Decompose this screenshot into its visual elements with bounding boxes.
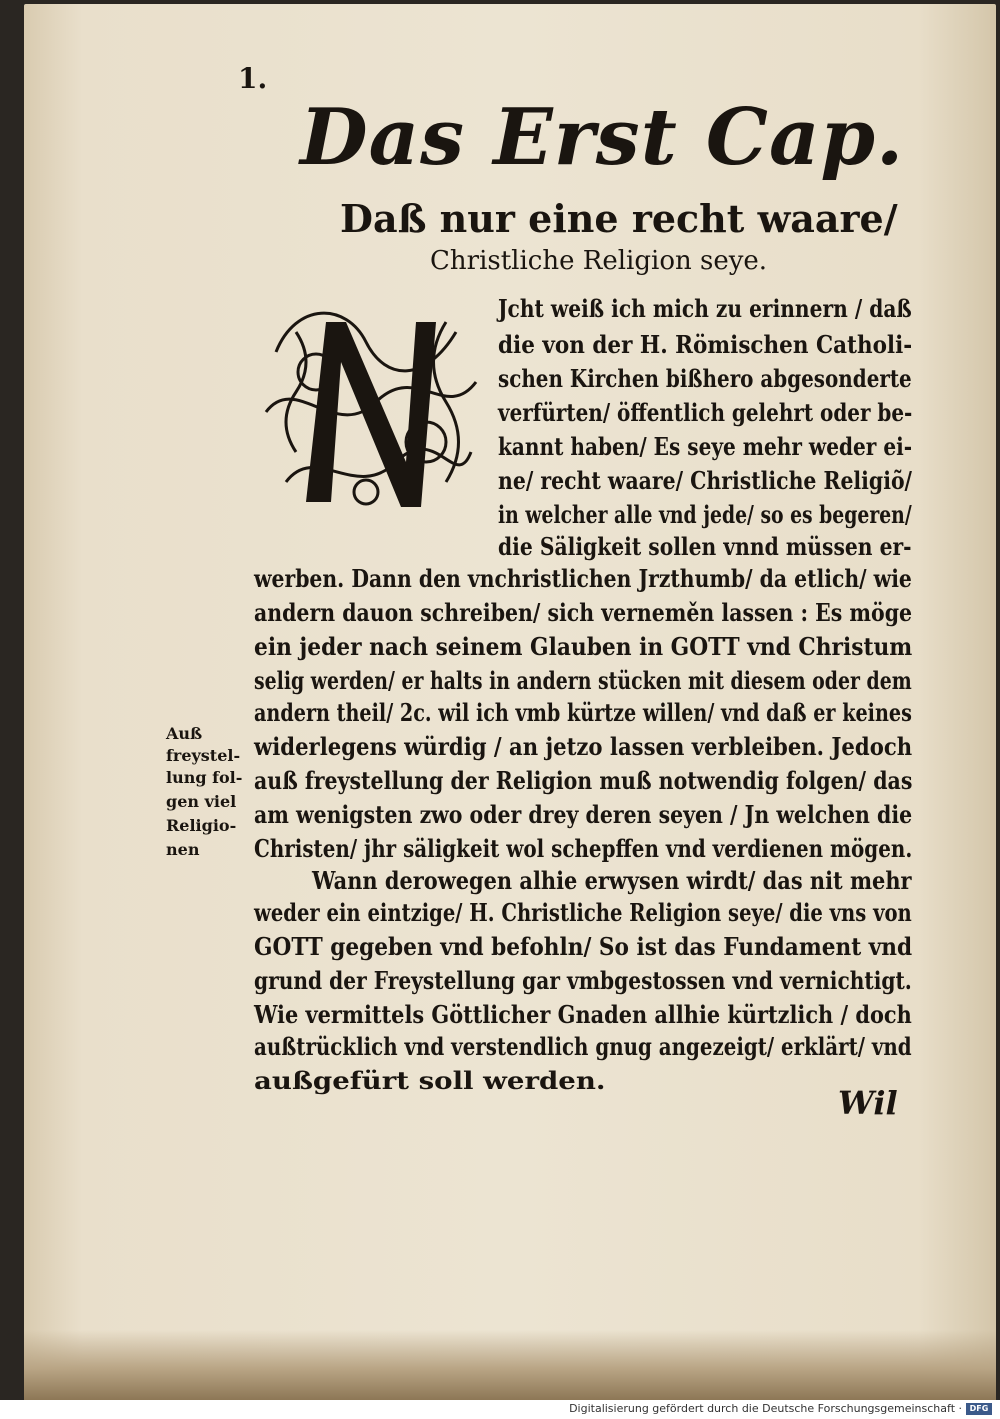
body-line: andern dauon schreiben/ sich verneměn lassen : Es möge — [254, 598, 913, 627]
body-line: GOTT gegeben vnd befohln/ So ist das Fundament vnd — [254, 932, 913, 961]
body-line: schen Kirchen bißhero abgesonderte — [498, 364, 912, 393]
body-line: in welcher alle vnd jede/ so es begeren/ — [498, 500, 912, 529]
body-line: außgefürt soll werden. — [254, 1066, 606, 1095]
chapter-subtitle-line-1: Daß nur eine recht waare/ — [340, 196, 898, 241]
body-line: ne/ recht waare/ Christliche Religiõ/ — [498, 466, 913, 495]
body-line: die von der H. Römischen Catholi- — [498, 330, 913, 359]
body-line: ein jeder nach seinem Glauben in GOTT vnd Christum — [254, 632, 913, 661]
margin-note-line: gen viel — [166, 792, 237, 811]
dfg-logo-icon: DFG — [966, 1403, 992, 1415]
margin-note-line: Auß — [166, 724, 203, 743]
body-line: außtrücklich vnd verstendlich gnug angezeigt/ erklärt/ vnd — [254, 1032, 912, 1061]
initial-letter: N — [256, 292, 257, 293]
body-line: kannt haben/ Es seye mehr weder ei- — [498, 432, 913, 461]
page-worn-edge — [24, 1330, 996, 1400]
body-line: Wann derowegen alhie erwysen wirdt/ das nit mehr — [312, 866, 912, 895]
margin-note-line: Religio- — [166, 816, 237, 835]
body-line: die Säligkeit sollen vnnd müssen er- — [498, 532, 912, 561]
body-line: verfürten/ öffentlich gelehrt oder be- — [498, 398, 913, 427]
body-line: selig werden/ er halts in andern stücken mit diesem oder dem — [254, 666, 912, 695]
body-line: Wie vermittels Göttlicher Gnaden allhie kürtzlich / doch — [254, 1000, 912, 1029]
decorated-initial-icon — [256, 292, 488, 522]
body-line: werben. Dann den vnchristlichen Jrzthumb/ da etlich/ wie — [254, 564, 912, 593]
page-number: 1. — [238, 62, 268, 95]
footer-bar — [0, 1400, 1000, 1419]
margin-note-line: lung fol- — [166, 768, 243, 787]
funding-credit: Digitalisierung gefördert durch die Deutsche Forschungsgemeinschaft · — [569, 1402, 962, 1415]
body-line: grund der Freystellung gar vmbgestossen vnd vernichtigt. — [254, 966, 912, 995]
body-line: Christen/ jhr säligkeit wol schepffen vnd verdienen mögen. — [254, 834, 913, 863]
margin-note-line: nen — [166, 840, 200, 859]
body-line: widerlegens würdig / an jetzo lassen verbleiben. Jedoch — [254, 732, 913, 761]
body-line: auß freystellung der Religion muß notwendig folgen/ das — [254, 766, 913, 795]
catchword: Wil — [838, 1084, 898, 1122]
chapter-subtitle-line-2: Christliche Religion seye. — [430, 246, 768, 276]
margin-note-line: freystel- — [166, 746, 241, 765]
body-line: am wenigsten zwo oder drey deren seyen / Jn welchen die — [254, 800, 913, 829]
chapter-title: Das Erst Cap. — [300, 92, 905, 183]
body-line: Jcht weiß ich mich zu erinnern / daß — [498, 294, 912, 323]
body-line: weder ein eintzige/ H. Christliche Religion seye/ die vns von — [254, 898, 912, 927]
body-line: andern theil/ 2c. wil ich vmb kürtze willen/ vnd daß er keines — [254, 698, 912, 727]
